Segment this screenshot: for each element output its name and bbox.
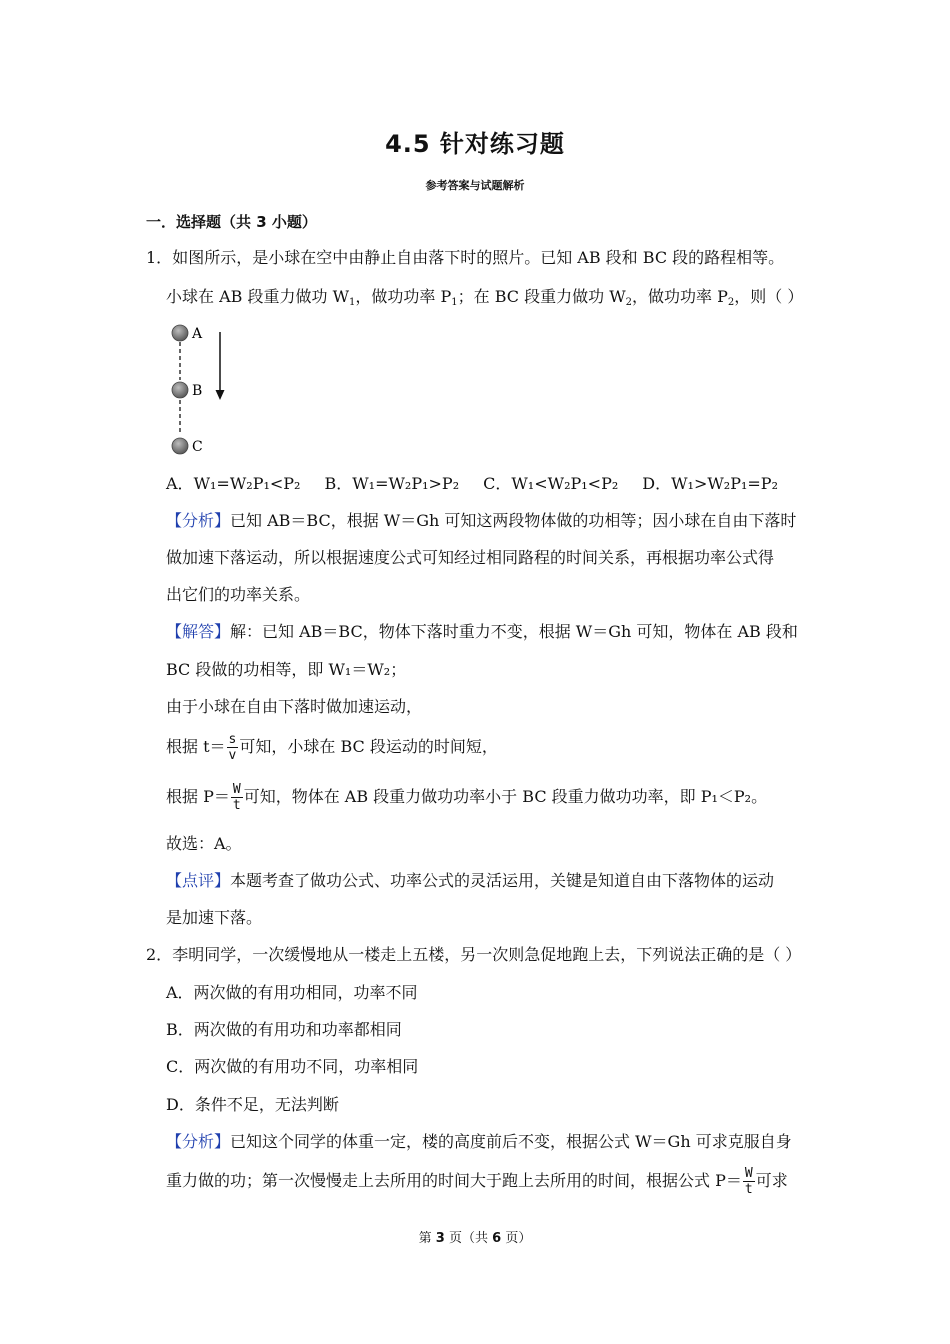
q1-answer-line-3: 由于小球在自由下落时做加速运动， xyxy=(166,697,423,716)
q1-comment-line-1 xyxy=(166,870,774,892)
q2-option-a[interactable]: A．两次做的有用功相同，功率不同 xyxy=(166,983,418,1002)
arrow-head-icon xyxy=(216,390,225,400)
analysis-text: 重力做的功；第一次慢慢走上去所用的时间大于跑上去所用的时间，根据公式 P＝ xyxy=(166,1171,742,1190)
option-a[interactable]: A．W₁=W₂P₁<P₂ xyxy=(166,474,301,493)
q2-analysis-line-2 xyxy=(166,1166,788,1197)
question-1-options xyxy=(166,473,802,495)
question-1-number: 1． xyxy=(146,248,173,267)
document-subtitle: 参考答案与试题解析 xyxy=(425,179,525,192)
q1-comment-line-2: 是加速下落。 xyxy=(166,908,263,927)
q1-answer-line-2: BC 段做的功相等，即 W₁＝W₂； xyxy=(166,660,407,679)
q1-choice: 故选：A。 xyxy=(166,834,242,853)
analysis-tag: 【分析】 xyxy=(166,511,231,530)
question-2-number: 2． xyxy=(146,945,173,964)
q2-analysis-line-1 xyxy=(166,1131,792,1153)
ball-c xyxy=(172,438,188,454)
answer-text: 可知，物体在 AB 段重力做功功率小于 BC 段重力做功功率，即 P₁＜P₂。 xyxy=(243,787,768,806)
document-title: 4.5 针对练习题 xyxy=(385,130,565,158)
stem-text: ，则（ ） xyxy=(734,287,804,306)
current-page-number: 3 xyxy=(435,1231,445,1246)
comment-text: 本题考查了做功公式、功率公式的灵活运用，关键是知道自由下落物体的运动 xyxy=(230,871,775,890)
question-2-text: 李明同学，一次缓慢地从一楼走上五楼，另一次则急促地跑上去，下列说法正确的是（ ） xyxy=(172,945,802,964)
comment-tag: 【点评】 xyxy=(166,871,231,890)
question-1-line-2: 小球在 AB 段重力做功 $W_1$，做功功率 $P_1$；在 BC 段重力做功 $W_2$，做功功率 $P_2$，则（ ） xyxy=(166,287,804,308)
fraction-s-over-v: $\frac{s}{v}$ xyxy=(228,732,237,763)
analysis-tag: 【分析】 xyxy=(166,1132,231,1151)
q1-analysis-line-1 xyxy=(166,510,796,532)
fraction-w-over-t: $\frac{W}{t}$ xyxy=(232,782,241,813)
option-d[interactable]: D．W₁>W₂P₁=P₂ xyxy=(642,474,778,493)
stem-text: 小球在 AB 段重力做功 W xyxy=(166,287,350,306)
label-b: B xyxy=(192,383,203,399)
stem-text: ，做功功率 P xyxy=(632,287,728,306)
ball-a xyxy=(172,325,188,341)
q1-analysis-line-2: 做加速下落运动，所以根据速度公式可知经过相同路程的时间关系，再根据功率公式得 xyxy=(166,548,775,567)
answer-text: 可知，小球在 BC 段运动的时间短， xyxy=(239,737,498,756)
falling-ball-figure xyxy=(166,320,236,458)
answer-text: 根据 P＝ xyxy=(166,787,230,806)
option-c[interactable]: C．W₁<W₂P₁<P₂ xyxy=(483,474,619,493)
analysis-text: 可求 xyxy=(755,1171,788,1190)
q2-option-c[interactable]: C．两次做的有用功不同，功率相同 xyxy=(166,1057,419,1076)
question-1-stem-1: 如图所示，是小球在空中由静止自由落下时的照片。已知 AB 段和 BC 段的路程相等。 xyxy=(172,248,785,267)
q1-answer-line-1 xyxy=(166,621,798,643)
analysis-text: 已知 AB＝BC，根据 W＝Gh 可知这两段物体做的功相等；因小球在自由下落时 xyxy=(230,511,797,530)
page-footer: 第 3 页（共 6 页） xyxy=(418,1231,532,1246)
label-c: C xyxy=(192,439,203,455)
answer-text: 解：已知 AB＝BC，物体下落时重力不变，根据 W＝Gh 可知，物体在 AB 段和 xyxy=(230,622,798,641)
q2-option-b[interactable]: B．两次做的有用功和功率都相同 xyxy=(166,1020,402,1039)
analysis-text: 已知这个同学的体重一定，楼的高度前后不变，根据公式 W＝Gh 可求克服自身 xyxy=(230,1132,792,1151)
q1-answer-line-4 xyxy=(166,732,498,763)
q1-analysis-line-3: 出它们的功率关系。 xyxy=(166,585,311,604)
answer-tag: 【解答】 xyxy=(166,622,231,641)
option-b[interactable]: B．W₁=W₂P₁>P₂ xyxy=(324,474,460,493)
answer-text: 根据 t＝ xyxy=(166,737,226,756)
stem-text: ；在 BC 段重力做功 W xyxy=(457,287,626,306)
fraction-w-over-t: $\frac{W}{t}$ xyxy=(744,1166,753,1197)
q1-answer-line-5 xyxy=(166,782,767,813)
ball-b xyxy=(172,382,188,398)
question-2-stem xyxy=(146,944,801,966)
stem-text: ，做功功率 P xyxy=(355,287,452,306)
label-a: A xyxy=(192,326,203,342)
total-page-count: 6 xyxy=(492,1231,502,1246)
section-heading: 一．选择题（共 3 小题） xyxy=(146,213,317,231)
q2-option-d[interactable]: D．条件不足，无法判断 xyxy=(166,1095,339,1114)
question-1-line-1 xyxy=(146,247,784,269)
